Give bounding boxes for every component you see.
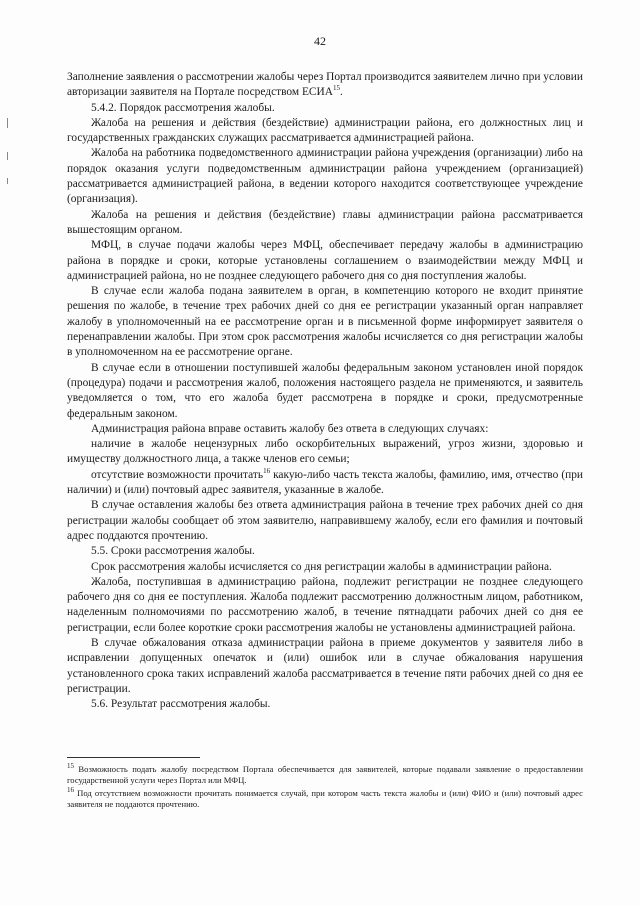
body-paragraph <box>67 544 583 559</box>
scan-margin-mark <box>7 178 8 184</box>
footnote-ref[interactable]: 15 <box>332 84 340 93</box>
footnote-number: 16 <box>67 785 74 794</box>
scan-margin-mark <box>7 152 8 160</box>
paragraph-text: Администрация района вправе оставить жалобу без ответа в следующих случаях: <box>91 422 489 435</box>
footnote-separator <box>67 757 200 758</box>
paragraph-text: Жалоба, поступившая в администрацию района, подлежит регистрации не позднее следующего рабочего дня со дня ее поступления. Жалоба подлежит рассмотрению должностным лицом, работником, наделенным полномочиями по рассмотрению жалоб, в течение пятнадцати рабочих дней со дня ее регистрации, если более короткие сроки рассмотрения жалобы не установлены администрацией района. <box>67 575 583 634</box>
body-paragraph <box>67 575 583 636</box>
paragraph-text: Жалоба на работника подведомственного администрации района учреждения (организации) либо на порядок оказания услуги подведомственным администрации района учреждением (организацией) рассматривается администрацией района, в ведении которого находится соответствующее учреждение (организация). <box>67 147 583 206</box>
body-paragraph <box>67 116 583 147</box>
scan-margin-mark <box>7 118 8 128</box>
body-paragraph <box>67 468 583 499</box>
paragraph-text: 5.6. Результат рассмотрения жалобы. <box>91 698 271 711</box>
body-paragraph <box>67 238 583 284</box>
paragraph-text: Жалоба на решения и действия (бездействие) администрации района, его должностных лиц и государственных гражданских служащих рассматривается администрацией района. <box>67 116 583 145</box>
paragraph-text: Срок рассмотрения жалобы исчисляется со дня регистрации жалобы в администрации района. <box>91 560 552 573</box>
paragraph-text: какую-либо часть текста жалобы, фамилию, имя, отчество (при наличии) и (или) почтовый адрес заявителя, указанные в жалобе. <box>67 468 583 497</box>
paragraph-text: В случае если в отношении поступившей жалобы федеральным законом установлен иной порядок (процедура) подачи и рассмотрения жалоб, положения настоящего раздела не применяются, и заявитель уведомляется о том, что его жалоба будет рассмотрена в порядке и сроки, предусмотренные федеральным законом. <box>67 361 583 420</box>
footnotes <box>67 764 583 811</box>
paragraph-text: Жалоба на решения и действия (бездействие) главы администрации района рассматривается вышестоящим органом. <box>67 208 583 236</box>
paragraph-text: В случае если жалоба подана заявителем в орган, в компетенцию которого не входит принятие решения по жалобе, в течение трех рабочих дней со дня ее регистрации указанный орган направляет жалобу в уполномоченный на ее рассмотрение орган и в письменной форме информирует заявителя о перенаправлении жалобы. При этом срок рассмотрения жалобы исчисляется со дня регистрации жалобы в уполномоченном на ее рассмотрение органе. <box>67 285 583 359</box>
paragraph-text: МФЦ, в случае подачи жалобы через МФЦ, обеспечивает передачу жалобы в администрацию района в порядке и сроки, которые установлены соглашением о взаимодействии между МФЦ и администрацией района, но не позднее следующего рабочего дня со дня поступления жалобы. <box>67 239 583 282</box>
paragraph-text: 5.5. Сроки рассмотрения жалобы. <box>91 545 255 558</box>
body-paragraph <box>67 498 583 544</box>
page-number: 42 <box>314 34 326 48</box>
paragraph-text: В случае обжалования отказа администрации района в приеме документов у заявителя либо в исправлении допущенных опечаток и (или) ошибок или в случае обжалования нарушения установленного срока таких исправлений жалоба рассматривается в течение пяти рабочих дней со дня ее регистрации. <box>67 636 583 695</box>
body-paragraph <box>67 101 583 116</box>
body-paragraph <box>67 284 583 360</box>
footnote-ref[interactable]: 16 <box>263 466 271 475</box>
body-paragraph <box>67 437 583 468</box>
body-paragraph <box>67 560 583 575</box>
body-paragraph <box>67 361 583 422</box>
footnote-text: Под отсутствием возможности прочитать понимается случай, при котором часть текста жалобы и (или) ФИО и (или) почтовый адрес заявителя не поддаются прочтению. <box>67 787 583 809</box>
footnote-number: 15 <box>67 762 74 771</box>
body-paragraph <box>67 146 583 207</box>
body-paragraph <box>67 636 583 697</box>
footnote-item <box>67 785 583 811</box>
paragraph-text: Заполнение заявления о рассмотрении жалобы через Портал производится заявителем лично при условии авторизации заявителя на Портале посредством ЕСИА <box>67 71 583 99</box>
paragraph-text: 5.4.2. Порядок рассмотрения жалобы. <box>91 101 275 114</box>
footnote-text: Возможность подать жалобу посредством Портала обеспечивается для заявителей, которые подавали заявление о предоставлении государственной услуги через Портал или МФЦ. <box>67 764 583 786</box>
paragraph-text: отсутствие возможности прочитать <box>91 468 264 481</box>
document-body <box>67 70 583 712</box>
paragraph-text: . <box>339 86 343 99</box>
body-paragraph <box>67 70 583 101</box>
footnote-item <box>67 764 583 787</box>
paragraph-text: наличие в жалобе нецензурных либо оскорбительных выражений, угроз жизни, здоровью и имуществу должностного лица, а также членов его семьи; <box>67 438 583 466</box>
paragraph-text: В случае оставления жалобы без ответа администрация района в течение трех рабочих дней со дня регистрации жалобы сообщает об этом заявителю, направившему жалобу, если его фамилия и почтовый адрес поддаются прочтению. <box>67 499 583 542</box>
body-paragraph <box>67 208 583 239</box>
body-paragraph <box>67 422 583 437</box>
body-paragraph <box>67 697 583 712</box>
